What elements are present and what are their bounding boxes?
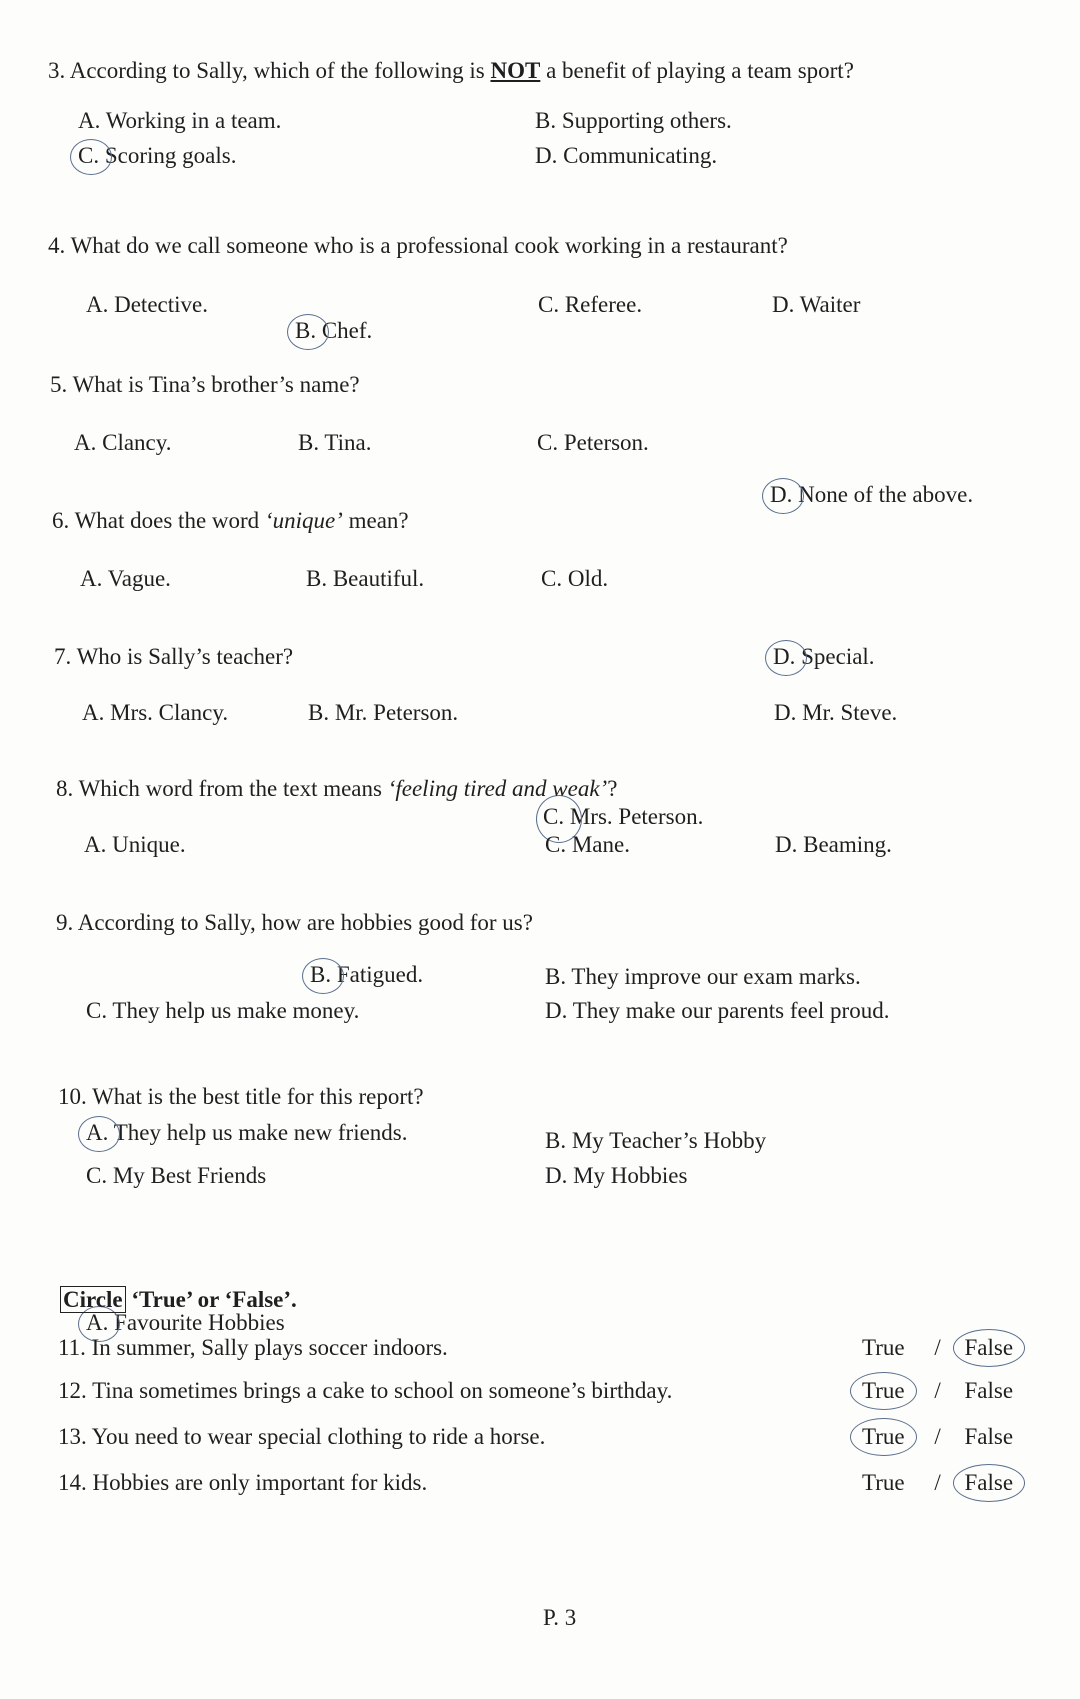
tf-instruction xyxy=(60,1287,297,1313)
question-9: 9. According to Sally, how are hobbies good for us? xyxy=(56,910,533,935)
q7-option-b[interactable]: B. Mr. Peterson. xyxy=(308,700,459,725)
false-option[interactable]: False xyxy=(964,1335,1014,1360)
q5-option-d[interactable]: D. None of the above. xyxy=(770,482,1080,508)
question-number: 3. xyxy=(48,58,66,83)
question-emphasis: NOT xyxy=(490,58,541,83)
q3-option-c[interactable]: C. Scoring goals. xyxy=(78,143,1080,169)
question-7: 7. Who is Sally’s teacher? xyxy=(54,644,294,669)
q7-option-c[interactable]: C. Mrs. Peterson. xyxy=(543,804,1080,830)
q3-option-a[interactable]: A. Working in a team. xyxy=(78,108,282,133)
q7-option-a[interactable]: A. Mrs. Clancy. xyxy=(82,700,229,725)
tf-row-12 xyxy=(862,1378,1013,1404)
tf-statement-14: 14. Hobbies are only important for kids. xyxy=(58,1470,428,1495)
question-6 xyxy=(52,508,409,534)
tf-row-13 xyxy=(862,1424,1013,1450)
true-option[interactable]: True xyxy=(862,1470,905,1495)
q9-option-c[interactable]: C. They help us make money. xyxy=(86,998,360,1023)
tf-statement-12: 12. Tina sometimes brings a cake to school on someone’s birthday. xyxy=(58,1378,673,1403)
question-8 xyxy=(56,776,617,802)
q4-option-d[interactable]: D. Waiter xyxy=(772,292,861,317)
slash: / xyxy=(934,1335,941,1360)
slash: / xyxy=(934,1424,941,1449)
true-option[interactable]: True xyxy=(862,1424,905,1449)
question-text-post: mean? xyxy=(342,508,409,533)
question-emphasis: ‘unique’ xyxy=(264,508,343,533)
q6-option-c[interactable]: C. Old. xyxy=(541,566,609,591)
slash: / xyxy=(934,1378,941,1403)
q8-option-c[interactable]: C. Mane. xyxy=(545,832,630,857)
q9-option-d[interactable]: D. They make our parents feel proud. xyxy=(545,998,890,1023)
tf-statement-11: 11. In summer, Sally plays soccer indoors. xyxy=(58,1335,448,1360)
question-3 xyxy=(48,58,854,84)
tf-instruction-rest: ‘True’ or ‘False’. xyxy=(125,1287,297,1312)
q5-option-c[interactable]: C. Peterson. xyxy=(537,430,649,455)
q7-option-d[interactable]: D. Mr. Steve. xyxy=(774,700,898,725)
q9-option-a[interactable]: A. They help us make new friends. xyxy=(86,1120,1080,1146)
question-text-pre: 8. Which word from the text means xyxy=(56,776,388,801)
tf-statement-13: 13. You need to wear special clothing to ride a horse. xyxy=(58,1424,546,1449)
tf-row-11 xyxy=(862,1335,1013,1361)
q4-option-a[interactable]: A. Detective. xyxy=(86,292,208,317)
q6-option-d[interactable]: D. Special. xyxy=(773,644,1080,670)
q10-option-d[interactable]: D. My Hobbies xyxy=(545,1163,688,1188)
q9-option-b[interactable]: B. They improve our exam marks. xyxy=(545,964,861,989)
q10-option-b[interactable]: B. My Teacher’s Hobby xyxy=(545,1128,767,1153)
q5-option-b[interactable]: B. Tina. xyxy=(298,430,372,455)
q3-option-d[interactable]: D. Communicating. xyxy=(535,143,718,168)
q4-option-c[interactable]: C. Referee. xyxy=(538,292,643,317)
question-text-pre: 6. What does the word xyxy=(52,508,265,533)
q6-option-b[interactable]: B. Beautiful. xyxy=(306,566,425,591)
q10-option-a[interactable]: A. Favourite Hobbies xyxy=(86,1310,1080,1336)
slash: / xyxy=(934,1470,941,1495)
question-4: 4. What do we call someone who is a professional cook working in a restaurant? xyxy=(48,233,788,258)
q8-option-d[interactable]: D. Beaming. xyxy=(775,832,892,857)
question-text-post: a benefit of playing a team sport? xyxy=(540,58,854,83)
page-number: P. 3 xyxy=(543,1605,577,1630)
q6-option-a[interactable]: A. Vague. xyxy=(80,566,171,591)
false-option[interactable]: False xyxy=(964,1470,1014,1495)
question-text-pre: According to Sally, which of the following is xyxy=(69,58,491,83)
q4-option-b[interactable]: B. Chef. xyxy=(295,318,1080,344)
q10-option-c[interactable]: C. My Best Friends xyxy=(86,1163,267,1188)
tf-instruction-boxed: Circle xyxy=(60,1286,126,1313)
question-emphasis: ‘feeling tired and weak’ xyxy=(387,776,608,801)
false-option[interactable]: False xyxy=(964,1424,1014,1449)
q5-option-a[interactable]: A. Clancy. xyxy=(74,430,172,455)
q3-option-b[interactable]: B. Supporting others. xyxy=(535,108,732,133)
question-5: 5. What is Tina’s brother’s name? xyxy=(50,372,360,397)
question-text-post: ? xyxy=(607,776,618,801)
q8-option-a[interactable]: A. Unique. xyxy=(84,832,186,857)
false-option[interactable]: False xyxy=(964,1378,1014,1403)
tf-row-14 xyxy=(862,1470,1013,1496)
true-option[interactable]: True xyxy=(862,1335,905,1360)
true-option[interactable]: True xyxy=(862,1378,905,1403)
question-10: 10. What is the best title for this report? xyxy=(58,1084,424,1109)
q8-option-b[interactable]: B. Fatigued. xyxy=(310,962,1080,988)
